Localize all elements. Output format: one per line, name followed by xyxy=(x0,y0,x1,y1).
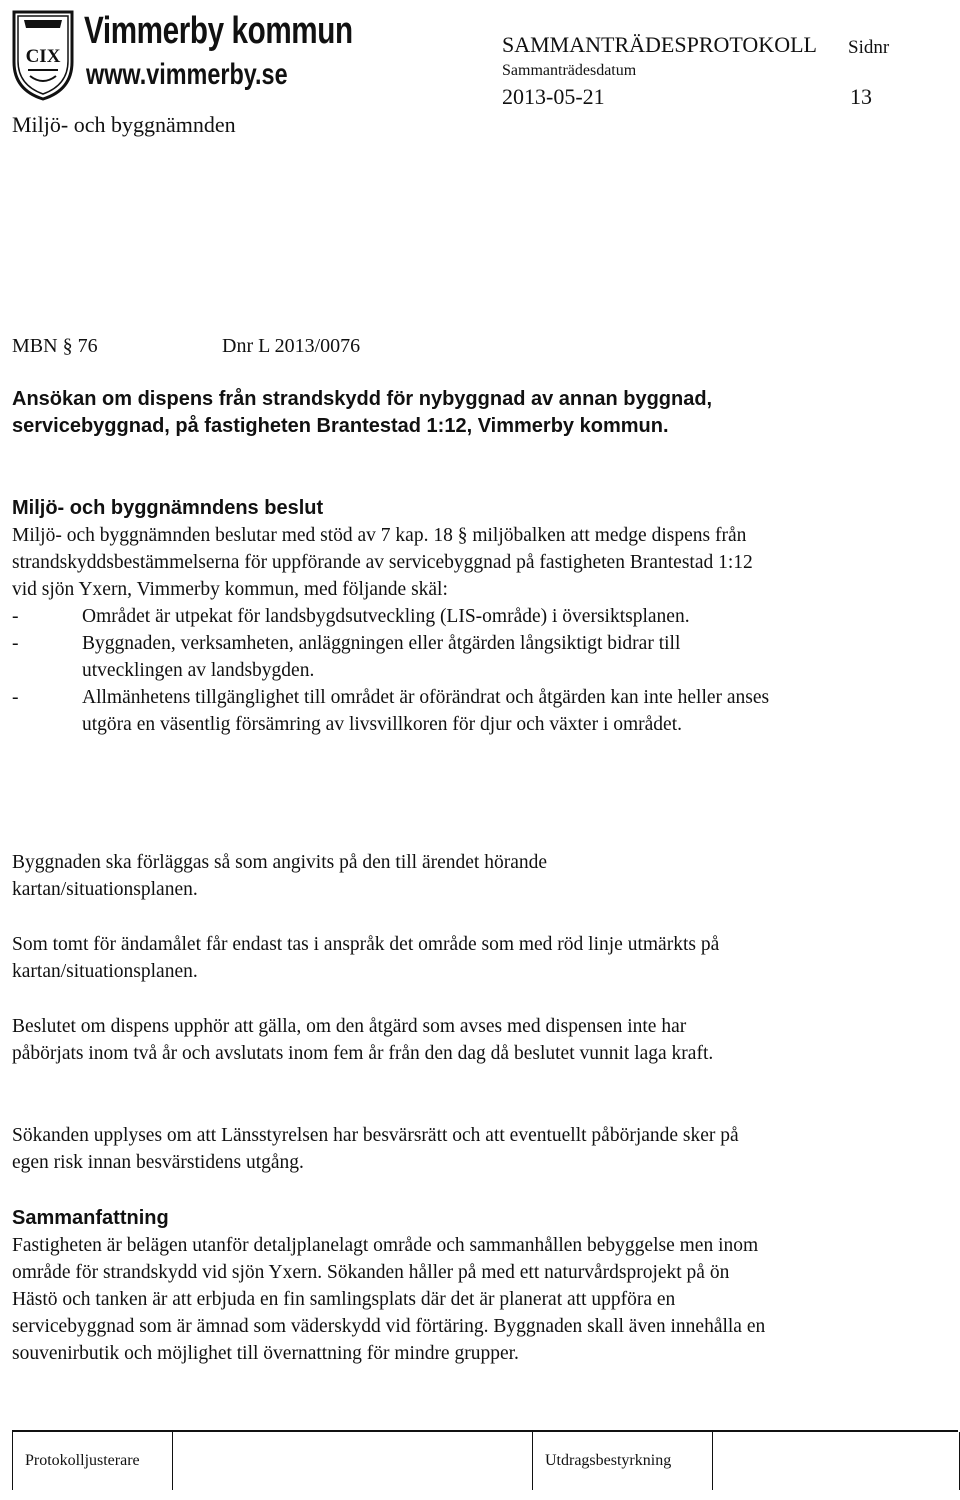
decision-intro xyxy=(12,522,772,738)
reason-text: Området är utpekat för landsbygdsutveckling (LIS-område) i översiktsplanen. xyxy=(82,606,690,627)
decision-intro-text: Miljö- och byggnämnden beslutar med stöd av 7 kap. 18 § miljöbalken att medge dispens från strandskyddsbestämmelserna för uppförande av servicebyggnad på fastigheten Brantestad 1:12 vid sjön Yxern, Vimmerby kommun, med följande skäl: xyxy=(12,525,753,600)
page-number: 13 xyxy=(850,84,872,109)
meeting-date: 2013-05-21 xyxy=(502,84,605,109)
case-title: Ansökan om dispens från strandskydd för nybyggnad av annan byggnad, servicebyggnad, på fastigheten Brantestad 1:12, Vimmerby kommun. xyxy=(12,388,713,437)
reason-text: Byggnaden, verksamheten, anläggningen eller åtgärden långsiktigt bidrar till utvecklingen av landsbygden. xyxy=(82,633,681,681)
crest-text: CIX xyxy=(25,46,61,67)
sidnr-label: Sidnr xyxy=(848,37,890,58)
decision-paragraph: Beslutet om dispens upphör att gälla, om den åtgärd som avses med dispensen inte har påbörjats inom två år och avslutats inom fem år från den dag då beslutet vunnit laga kraft. xyxy=(12,1016,714,1064)
signature-box-protokolljusterare xyxy=(12,1432,173,1490)
decision-paragraph: Byggnaden ska förläggas så som angivits på den till ärendet hörande kartan/situationsplanen. xyxy=(12,852,548,900)
diary-number: Dnr L 2013/0076 xyxy=(222,335,361,357)
brand-url: www.vimmerby.se xyxy=(86,58,288,91)
signature-box xyxy=(172,1432,533,1490)
signature-box-utdragsbestyrkning xyxy=(532,1432,713,1490)
summary-text: Fastigheten är belägen utanför detaljplanelagt område och sammanhållen bebyggelse men inom område för strandskydd vid sjön Yxern. Sökanden håller på med ett naturvårdsprojekt på ön Hästö och tanken är att erbjuda en fin samlingsplats där det är planerat att uppföra en servicebyggnad som är ämnad som väderskydd vid förtäring. Byggnaden skall även innehålla en souvenirbutik och möjlighet till övernattning för mindre grupper. xyxy=(12,1235,766,1364)
list-dash: - xyxy=(12,606,19,627)
summary-heading: Sammanfattning xyxy=(12,1207,169,1229)
municipal-crest-logo xyxy=(10,6,76,102)
reason-text: Allmänhetens tillgänglighet till området är oförändrat och åtgärden kan inte heller anses utgöra en väsentlig försämring av livsvillkoren för djur och växter i området. xyxy=(82,687,770,735)
reason-item xyxy=(12,630,782,684)
meeting-date-label: Sammanträdesdatum xyxy=(502,62,637,79)
decision-paragraph: Som tomt för ändamålet får endast tas i anspråk det område som med röd linje utmärkts på kartan/situationsplanen. xyxy=(12,934,720,982)
brand-name: Vimmerby kommun xyxy=(84,10,353,52)
signature-box xyxy=(712,1432,960,1490)
footer-label-protokolljusterare: Protokolljusterare xyxy=(25,1452,140,1469)
footer-label-utdragsbestyrkning: Utdragsbestyrkning xyxy=(545,1452,672,1469)
committee-name: Miljö- och byggnämnden xyxy=(12,112,236,137)
paragraph-number: MBN § 76 xyxy=(12,335,98,357)
list-dash: - xyxy=(12,687,19,708)
decision-heading: Miljö- och byggnämndens beslut xyxy=(12,497,324,519)
document-type: SAMMANTRÄDESPROTOKOLL xyxy=(502,32,817,57)
decision-paragraph: Sökanden upplyses om att Länsstyrelsen har besvärsrätt och att eventuellt påbörjande sker på egen risk innan besvärstidens utgång. xyxy=(12,1125,739,1173)
reason-item xyxy=(12,684,782,738)
list-dash: - xyxy=(12,633,19,654)
reason-item xyxy=(12,603,782,630)
